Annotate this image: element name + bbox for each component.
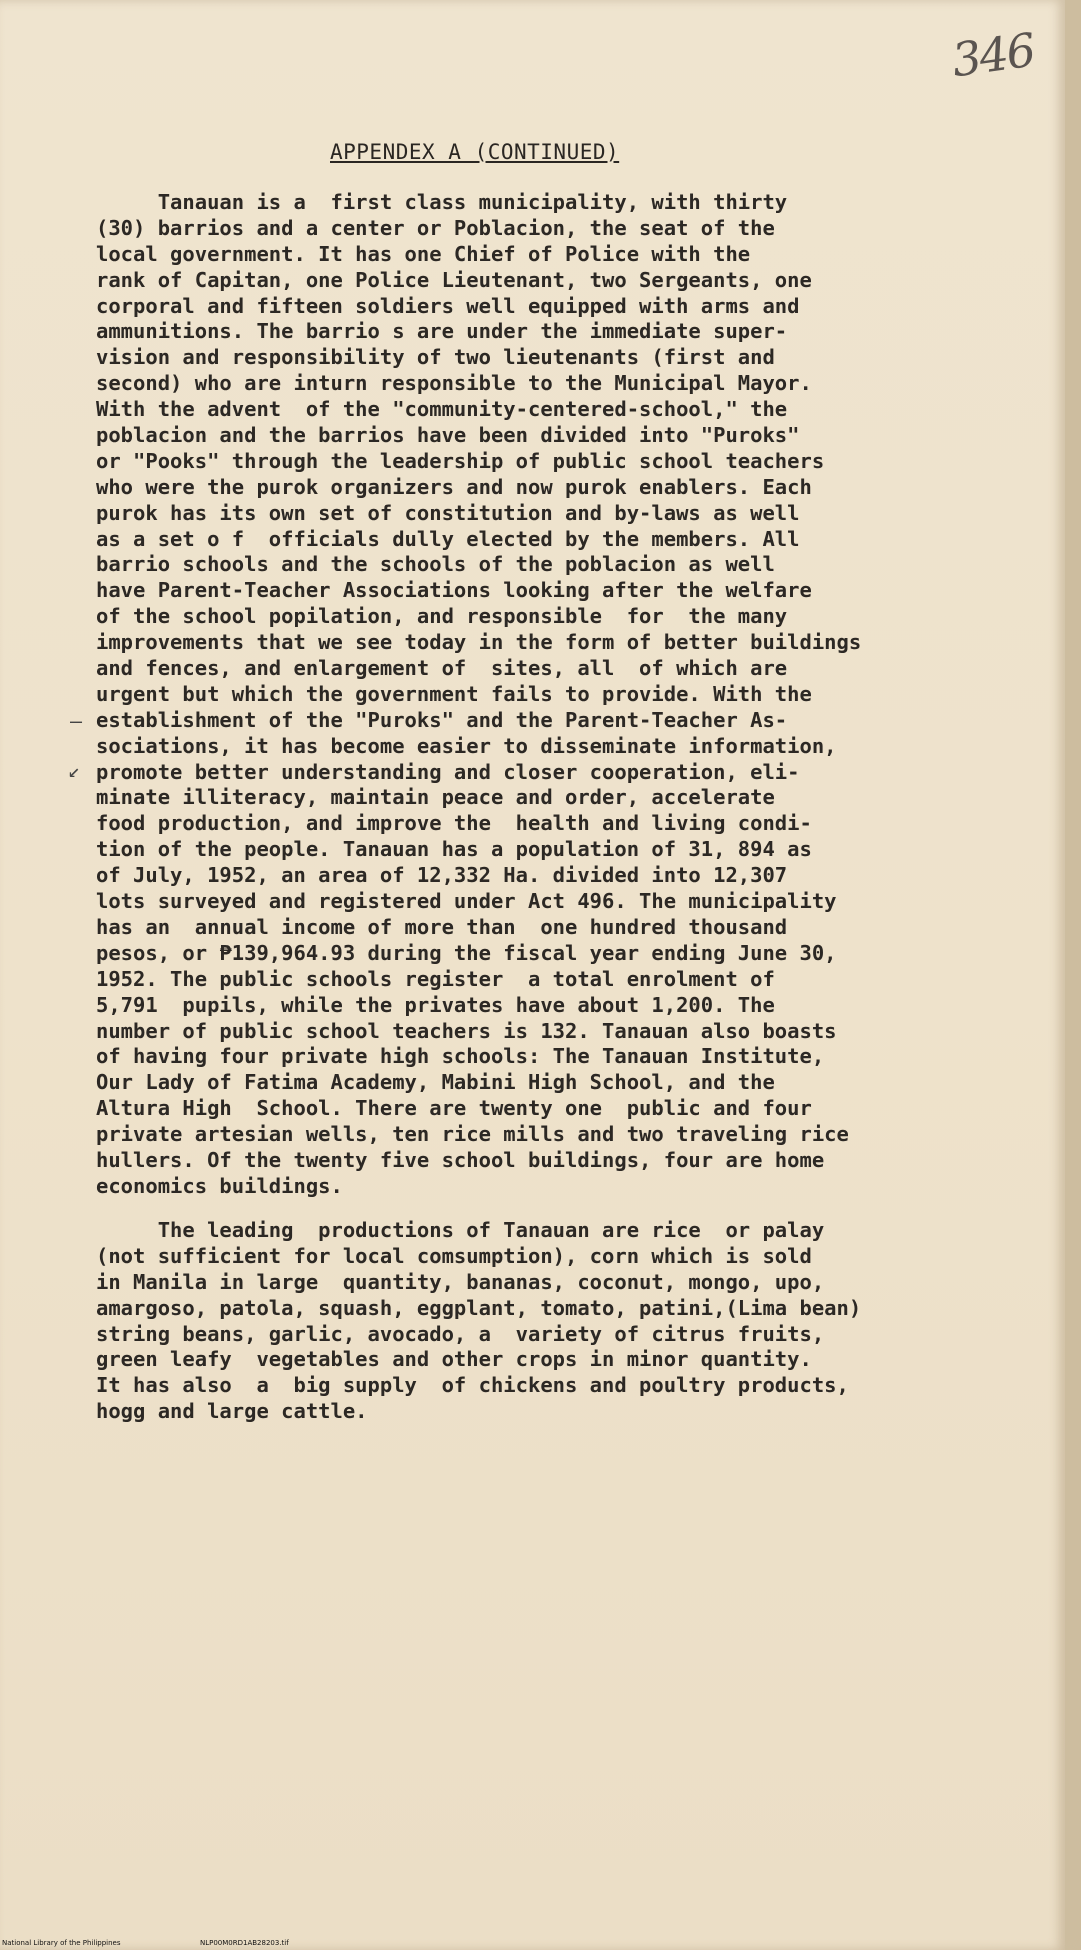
margin-arrow-mark: ↙ — [68, 758, 81, 782]
footer-library-label: National Library of the Philippines — [2, 1939, 121, 1947]
text-line: has an annual income of more than one hundred thousand — [96, 914, 788, 939]
page-heading: APPENDEX A (CONTINUED) — [330, 140, 620, 164]
text-line: amargoso, patola, squash, eggplant, tomato, patini,(Lima bean) — [96, 1295, 862, 1320]
text-line: economics buildings. — [96, 1173, 343, 1198]
text-line: green leafy vegetables and other crops in minor quantity. — [96, 1347, 812, 1372]
text-line: private artesian wells, ten rice mills and two traveling rice — [96, 1122, 849, 1147]
text-line: barrio schools and the schools of the poblacion as well — [96, 552, 775, 577]
text-line: lots surveyed and registered under Act 496. The municipality — [96, 889, 837, 914]
text-line: (30) barrios and a center or Poblacion, the seat of the — [96, 215, 775, 240]
text-line: number of public school teachers is 132. Tanauan also boasts — [96, 1018, 837, 1043]
text-line: Our Lady of Fatima Academy, Mabini High School, and the — [96, 1070, 775, 1095]
text-line: local government. It has one Chief of Police with the — [96, 241, 751, 266]
text-line: 1952. The public schools register a total enrolment of — [96, 966, 775, 991]
paragraph-1 — [96, 190, 1056, 1200]
footer-file-label: NLP00M0RD1AB28203.tif — [200, 1939, 289, 1947]
text-line: urgent but which the government fails to provide. With the — [96, 681, 812, 706]
text-line: of the school popilation, and responsible for the many — [96, 604, 788, 629]
text-line: hogg and large cattle. — [96, 1399, 368, 1424]
text-line: improvements that we see today in the form of better buildings — [96, 630, 862, 655]
text-line: (not sufficient for local comsumption), corn which is sold — [96, 1243, 812, 1268]
text-line: poblacion and the barrios have been divided into "Puroks" — [96, 423, 800, 448]
page-edge — [1065, 0, 1081, 1950]
text-line: or "Pooks" through the leadership of public school teachers — [96, 448, 825, 473]
text-line: With the advent of the "community-centered-school," the — [96, 397, 788, 422]
text-line: promote better understanding and closer cooperation, eli- — [96, 759, 800, 784]
text-line: have Parent-Teacher Associations looking after the welfare — [96, 578, 812, 603]
text-line: sociations, it has become easier to disseminate information, — [96, 733, 837, 758]
text-line: corporal and fifteen soldiers well equipped with arms and — [96, 293, 800, 318]
text-line: second) who are inturn responsible to the Municipal Mayor. — [96, 371, 812, 396]
text-line: string beans, garlic, avocado, a variety of citrus fruits, — [96, 1321, 825, 1346]
text-line: and fences, and enlargement of sites, all of which are — [96, 656, 788, 681]
margin-dash-mark: — — [70, 709, 83, 733]
text-line: purok has its own set of constitution and by-laws as well — [96, 500, 800, 525]
text-line: 5,791 pupils, while the privates have about 1,200. The — [96, 992, 775, 1017]
text-line: of having four private high schools: The Tanauan Institute, — [96, 1044, 825, 1069]
text-line: of July, 1952, an area of 12,332 Ha. divided into 12,307 — [96, 863, 788, 888]
text-line: rank of Capitan, one Police Lieutenant, two Sergeants, one — [96, 267, 812, 292]
text-line: The leading productions of Tanauan are rice or palay — [96, 1218, 825, 1242]
text-line: tion of the people. Tanauan has a population of 31, 894 as — [96, 837, 812, 862]
text-line: food production, and improve the health and living condi- — [96, 811, 812, 836]
text-line: in Manila in large quantity, bananas, coconut, mongo, upo, — [96, 1269, 825, 1294]
text-line: It has also a big supply of chickens and poultry products, — [96, 1373, 849, 1398]
text-line: hullers. Of the twenty five school buildings, four are home — [96, 1147, 825, 1172]
text-line: as a set o f officials dully elected by the members. All — [96, 526, 800, 551]
text-line: ammunitions. The barrio s are under the immediate super- — [96, 319, 788, 344]
text-line: Altura High School. There are twenty one public and four — [96, 1096, 812, 1121]
text-line: minate illiteracy, maintain peace and order, accelerate — [96, 785, 775, 810]
page-number: 346 — [948, 22, 1038, 88]
paragraph-2 — [96, 1218, 1056, 1425]
text-line: pesos, or ₱139,964.93 during the fiscal year ending June 30, — [96, 940, 837, 965]
text-line: Tanauan is a first class municipality, with thirty — [96, 190, 788, 214]
text-line: establishment of the "Puroks" and the Parent-Teacher As- — [96, 707, 788, 732]
text-line: who were the purok organizers and now purok enablers. Each — [96, 474, 812, 499]
text-line: vision and responsibility of two lieutenants (first and — [96, 345, 775, 370]
